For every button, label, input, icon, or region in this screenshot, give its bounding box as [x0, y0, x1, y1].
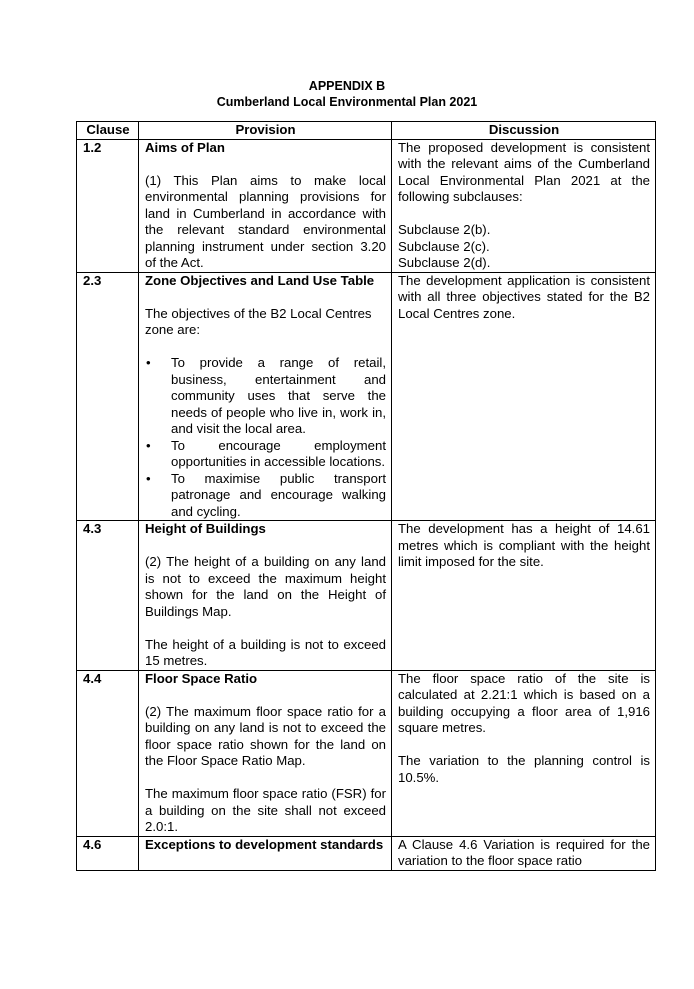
header-clause: Clause [77, 122, 139, 140]
provision-cell [139, 670, 392, 836]
table-row [77, 836, 656, 870]
header-discussion: Discussion [392, 122, 656, 140]
appendix-title: APPENDIX B [308, 79, 386, 93]
clause-number: 4.6 [77, 836, 139, 870]
table-row [77, 670, 656, 836]
provision-body-2: The maximum floor space ratio (FSR) for a building on the site shall not exceed 2.0:1. [145, 786, 386, 834]
provision-cell [139, 521, 392, 671]
objectives-list [145, 355, 386, 520]
table-row [77, 521, 656, 671]
provision-cell [139, 139, 392, 272]
discussion-cell [392, 521, 656, 671]
table-header-row [77, 122, 656, 140]
bullet-icon: • [146, 355, 151, 370]
list-item [145, 438, 386, 471]
discussion-text: The development has a height of 14.61 metres which is compliant with the height limit imposed for the site. [398, 521, 650, 569]
discussion-text: The floor space ratio of the site is calculated at 2.21:1 which is based on a building occupying a floor area of 1,916 square metres. [398, 670, 650, 735]
objective-text: To encourage employment opportunities in accessible locations. [171, 437, 386, 469]
bullet-icon: • [146, 470, 151, 486]
provision-cell [139, 836, 392, 870]
appendix-subtitle: Cumberland Local Environmental Plan 2021 [216, 95, 478, 109]
provision-body: The objectives of the B2 Local Centres zone are: [145, 305, 372, 337]
provision-title: Height of Buildings [145, 521, 266, 536]
clause-number: 4.4 [77, 670, 139, 836]
discussion-text: The development application is consistent with all three objectives stated for the B2 Local Centres zone. [398, 272, 650, 321]
table-row [77, 272, 656, 521]
discussion-subclause: Subclause 2(d). [398, 255, 491, 270]
provision-title: Floor Space Ratio [145, 670, 258, 686]
provision-body: (2) The maximum floor space ratio for a building on any land is not to exceed the floor space ratio shown for the land on the Floor Space Ratio Map. [145, 703, 386, 768]
lep-compliance-table [76, 121, 656, 871]
provision-cell [139, 272, 392, 521]
clause-number: 4.3 [77, 521, 139, 671]
provision-body-2: The height of a building is not to exceed 15 metres. [145, 636, 386, 668]
discussion-text-2: The variation to the planning control is 10.5%. [398, 753, 650, 785]
objective-text: To provide a range of retail, business, entertainment and community uses that serve the needs of people who live in, work in, and visit the local area. [171, 355, 386, 436]
discussion-text: A Clause 4.6 Variation is required for the variation to the floor space ratio [398, 836, 650, 868]
provision-title: Exceptions to development standards [145, 836, 384, 852]
objective-text: To maximise public transport patronage and encourage walking and cycling. [171, 470, 386, 519]
discussion-subclause: Subclause 2(b). [398, 222, 491, 237]
provision-title: Zone Objectives and Land Use Table [145, 272, 375, 288]
provision-body: (1) This Plan aims to make local environmental planning provisions for land in Cumberland in accordance with the relevant standard environmental planning instrument under section 3.20 of the Act. [145, 172, 386, 270]
list-item [145, 471, 386, 521]
list-item [145, 355, 386, 438]
discussion-cell [392, 836, 656, 870]
provision-title: Aims of Plan [145, 139, 225, 155]
discussion-cell [392, 670, 656, 836]
discussion-subclause: Subclause 2(c). [398, 238, 490, 254]
clause-number: 1.2 [77, 139, 139, 272]
clause-number: 2.3 [77, 272, 139, 521]
header-provision: Provision [139, 122, 392, 140]
appendix-heading [0, 78, 694, 110]
provision-body: (2) The height of a building on any land is not to exceed the maximum height shown for the land on the Height of Buildings Map. [145, 554, 386, 619]
discussion-cell [392, 139, 656, 272]
bullet-icon: • [146, 437, 151, 453]
table-row [77, 139, 656, 272]
discussion-cell [392, 272, 656, 521]
discussion-text: The proposed development is consistent with the relevant aims of the Cumberland Local Environmental Plan 2021 at the following subclauses: [398, 139, 650, 204]
